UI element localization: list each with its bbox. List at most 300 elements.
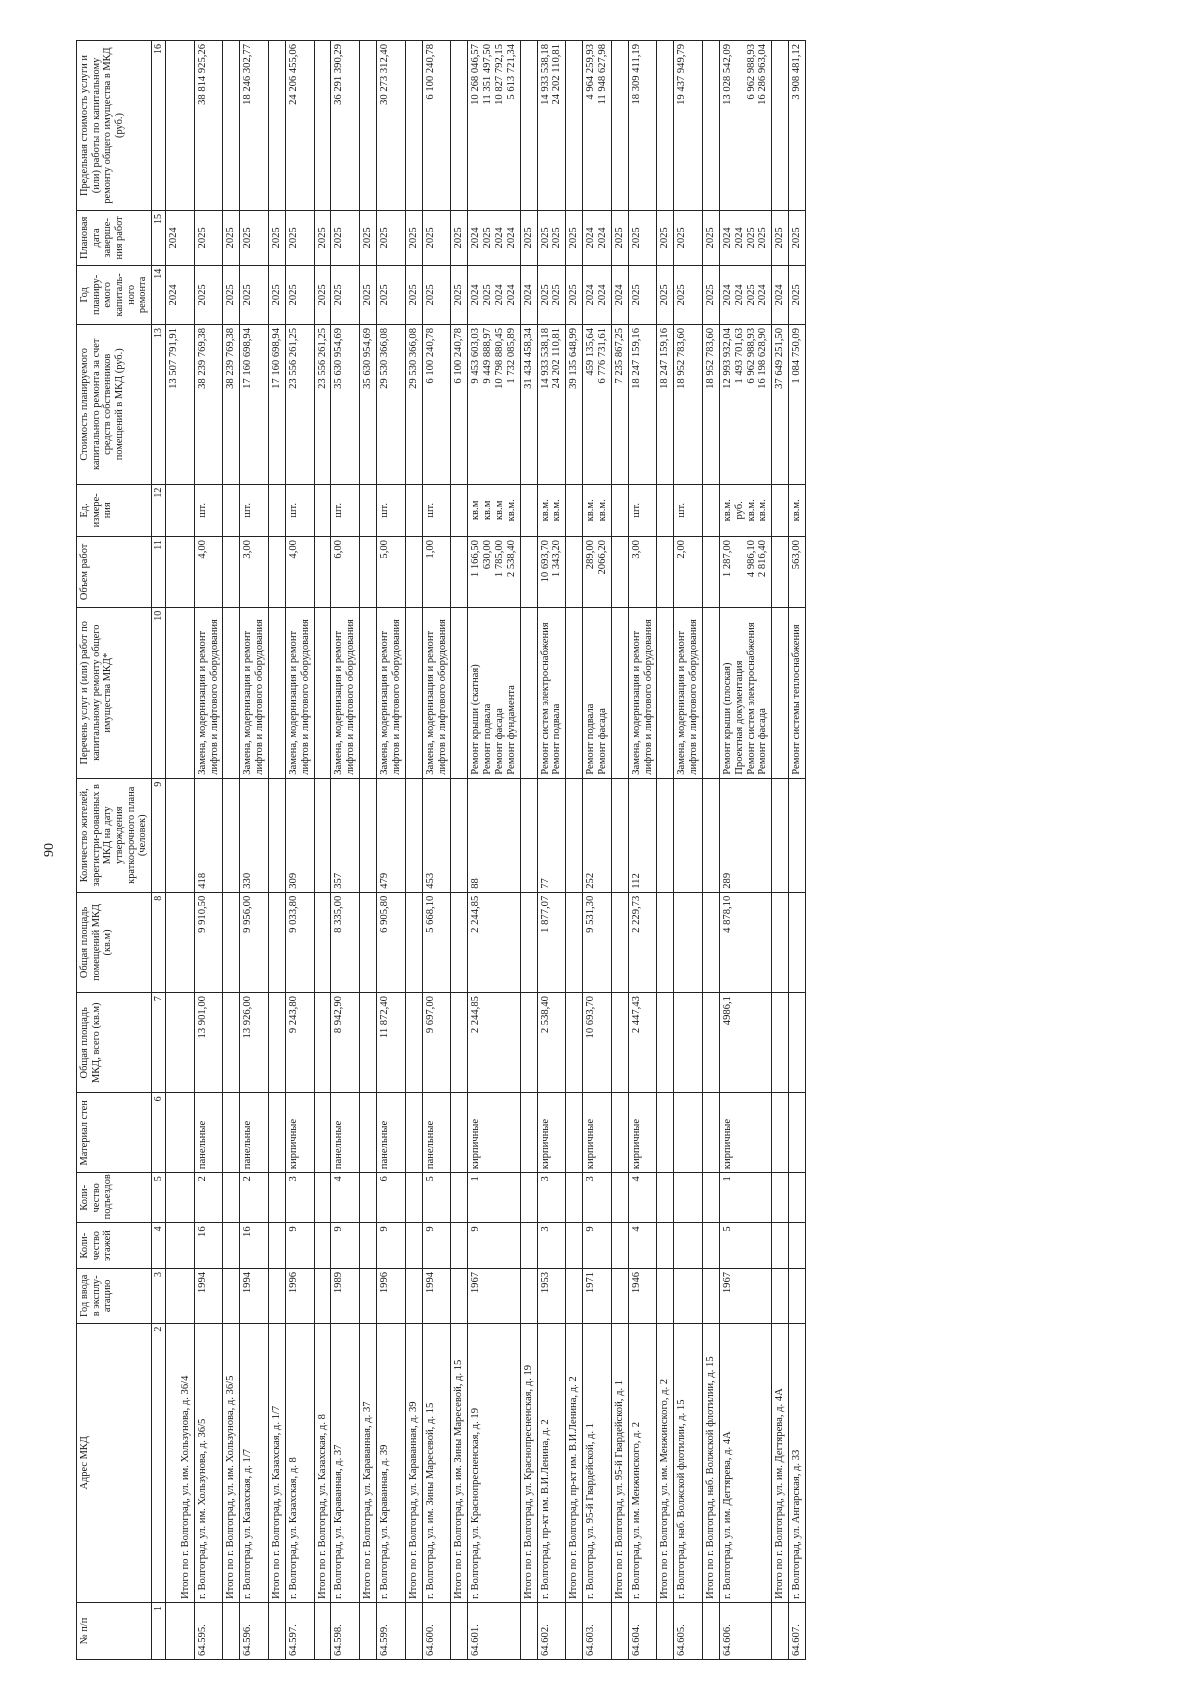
address-cell bbox=[628, 1323, 657, 1602]
works-cell bbox=[611, 607, 628, 778]
total-row bbox=[269, 41, 286, 1660]
volume-cell bbox=[451, 537, 468, 608]
unit-cell-line: шт. bbox=[287, 503, 299, 518]
cost-cell bbox=[772, 325, 789, 485]
wall-material-cell bbox=[360, 1093, 377, 1173]
cost-cell-line: 14 933 538,18 bbox=[539, 328, 551, 389]
address-cell bbox=[240, 1323, 269, 1602]
cost-cell bbox=[537, 325, 566, 485]
works-cell bbox=[360, 607, 377, 778]
row-number bbox=[451, 1603, 468, 1660]
completion-date-cell bbox=[657, 211, 674, 266]
completion-date-cell bbox=[269, 211, 286, 266]
floors-cell bbox=[166, 1223, 195, 1269]
row-number bbox=[611, 1603, 628, 1660]
limit-cost-cell-line: 10 268 046,57 bbox=[470, 44, 482, 105]
premises-area-cell bbox=[451, 892, 468, 992]
limit-cost-cell bbox=[520, 41, 537, 211]
limit-cost-cell-line bbox=[614, 44, 626, 207]
entrances-cell: 6 bbox=[377, 1173, 406, 1223]
floors-cell bbox=[269, 1223, 286, 1269]
unit-cell bbox=[377, 484, 406, 536]
entrances-cell bbox=[657, 1173, 674, 1223]
volume-cell bbox=[405, 537, 422, 608]
address-cell bbox=[537, 1323, 566, 1602]
unit-cell-line: кв.м. bbox=[791, 499, 803, 522]
completion-date-cell-line: 2025 bbox=[676, 227, 688, 249]
work-item: Замена, модернизация и ремонт лифтов и лифтового оборудования bbox=[424, 619, 448, 775]
unit-cell bbox=[285, 484, 314, 536]
address-cell-line: Итого по г. Волгоград, ул. Казахская, д. 1/7 bbox=[271, 1405, 283, 1599]
year-cell: 1967 bbox=[468, 1268, 520, 1323]
work-item: Проектная документация bbox=[733, 660, 745, 775]
completion-date-cell-line: 2025 bbox=[551, 227, 563, 249]
completion-date-cell-line: 2025 bbox=[453, 227, 465, 249]
work-item: Ремонт фасада bbox=[596, 708, 608, 775]
cost-cell bbox=[674, 325, 703, 485]
year-cell: 1967 bbox=[719, 1268, 771, 1323]
volume-cell-line: 2 538,40 bbox=[505, 540, 517, 578]
column-number: 6 bbox=[151, 1093, 165, 1173]
limit-cost-cell-line bbox=[408, 44, 420, 207]
residents-cell bbox=[566, 778, 583, 892]
wall-material-cell bbox=[566, 1093, 583, 1173]
limit-cost-cell bbox=[611, 41, 628, 211]
total-area-cell: 13 926,00 bbox=[240, 993, 269, 1093]
completion-date-cell-line: 2024 bbox=[733, 227, 745, 249]
column-header: Ед. измере-ния bbox=[77, 484, 152, 536]
row-number: 64.604. bbox=[628, 1603, 657, 1660]
total-row bbox=[657, 41, 674, 1660]
column-header: Общая площадь помещений МКД (кв.м) bbox=[77, 892, 152, 992]
unit-cell bbox=[468, 484, 520, 536]
wall-material-cell: кирпичные bbox=[583, 1093, 612, 1173]
cost-cell-line: 459 135,64 bbox=[585, 328, 597, 376]
volume-cell bbox=[331, 537, 360, 608]
address-cell bbox=[331, 1323, 360, 1602]
limit-cost-cell bbox=[194, 41, 223, 211]
address-cell bbox=[314, 1323, 331, 1602]
limit-cost-cell bbox=[583, 41, 612, 211]
cost-cell-line: 35 630 954,69 bbox=[362, 328, 374, 389]
unit-cell bbox=[166, 484, 195, 536]
cost-cell-line: 18 247 159,16 bbox=[630, 328, 642, 389]
table-body bbox=[166, 41, 806, 1660]
cost-cell bbox=[314, 325, 331, 485]
premises-area-cell: 6 905,80 bbox=[377, 892, 406, 992]
volume-cell bbox=[377, 537, 406, 608]
repair-year-cell-line: 2025 bbox=[568, 284, 580, 306]
entrances-cell: 1 bbox=[719, 1173, 771, 1223]
entrances-cell bbox=[405, 1173, 422, 1223]
wall-material-cell: кирпичные bbox=[285, 1093, 314, 1173]
works-cell bbox=[657, 607, 674, 778]
address-cell bbox=[269, 1323, 286, 1602]
total-row bbox=[223, 41, 240, 1660]
repair-year-cell bbox=[240, 265, 269, 324]
volume-cell bbox=[537, 537, 566, 608]
limit-cost-cell bbox=[719, 41, 771, 211]
repair-year-cell-line: 2025 bbox=[287, 284, 299, 306]
entrances-cell: 5 bbox=[422, 1173, 451, 1223]
table-row bbox=[719, 41, 771, 1660]
address-cell-line: г. Волгоград, ул. Караванная, д. 39 bbox=[379, 1444, 391, 1599]
year-cell: 1996 bbox=[285, 1268, 314, 1323]
residents-cell bbox=[611, 778, 628, 892]
limit-cost-cell bbox=[657, 41, 674, 211]
works-cell bbox=[719, 607, 771, 778]
works-cell bbox=[520, 607, 537, 778]
floors-cell: 9 bbox=[285, 1223, 314, 1269]
repair-year-cell-line: 2024 bbox=[168, 284, 180, 306]
completion-date-cell bbox=[314, 211, 331, 266]
limit-cost-cell-line: 16 286 963,04 bbox=[757, 44, 769, 105]
address-cell-line: Итого по г. Волгоград, ул. им. Зины Маресевой, д. 15 bbox=[453, 1359, 465, 1599]
works-cell bbox=[451, 607, 468, 778]
entrances-cell bbox=[702, 1173, 719, 1223]
limit-cost-cell-line bbox=[362, 44, 374, 207]
address-cell-line: Итого по г. Волгоград, ул. 95-й Гвардейской, д. 1 bbox=[613, 1379, 625, 1599]
entrances-cell bbox=[772, 1173, 789, 1223]
residents-cell: 289 bbox=[719, 778, 771, 892]
floors-cell: 3 bbox=[537, 1223, 566, 1269]
total-area-cell bbox=[789, 993, 806, 1093]
repair-year-cell-line: 2025 bbox=[482, 284, 494, 306]
total-row bbox=[566, 41, 583, 1660]
limit-cost-cell bbox=[314, 41, 331, 211]
completion-date-cell bbox=[566, 211, 583, 266]
residents-cell bbox=[166, 778, 195, 892]
limit-cost-cell bbox=[166, 41, 195, 211]
unit-cell-line: шт. bbox=[424, 503, 436, 518]
cost-cell-line: 9 453 603,03 bbox=[470, 328, 482, 384]
unit-cell bbox=[628, 484, 657, 536]
limit-cost-cell-line bbox=[168, 44, 180, 207]
volume-cell bbox=[702, 537, 719, 608]
address-cell bbox=[223, 1323, 240, 1602]
total-area-cell: 2 244,85 bbox=[468, 993, 520, 1093]
unit-cell bbox=[772, 484, 789, 536]
cost-cell bbox=[611, 325, 628, 485]
unit-cell bbox=[269, 484, 286, 536]
total-area-cell bbox=[223, 993, 240, 1093]
address-cell-line: г. Волгоград, ул. 95-й Гвардейской, д. 1 bbox=[585, 1423, 597, 1599]
header-row bbox=[77, 41, 152, 1660]
total-area-cell bbox=[269, 993, 286, 1093]
premises-area-cell bbox=[269, 892, 286, 992]
row-number bbox=[360, 1603, 377, 1660]
wall-material-cell bbox=[657, 1093, 674, 1173]
unit-cell bbox=[405, 484, 422, 536]
total-row bbox=[360, 41, 377, 1660]
work-item: Ремонт подвала bbox=[551, 703, 563, 775]
volume-cell bbox=[314, 537, 331, 608]
volume-cell-line: 4,00 bbox=[196, 540, 208, 559]
cost-cell-line: 17 160 698,94 bbox=[271, 328, 283, 389]
repair-year-cell-line: 2024 bbox=[522, 284, 534, 306]
volume-cell-line: 5,00 bbox=[379, 540, 391, 559]
page-number: 90 bbox=[42, 843, 57, 857]
works-cell bbox=[583, 607, 612, 778]
address-cell bbox=[657, 1323, 674, 1602]
address-cell-line: Итого по г. Волгоград, ул. Казахская, д. 8 bbox=[316, 1414, 328, 1599]
limit-cost-cell-line bbox=[453, 44, 465, 207]
works-cell bbox=[422, 607, 451, 778]
column-header: Адрес МКД bbox=[77, 1323, 152, 1602]
wall-material-cell: панельные bbox=[422, 1093, 451, 1173]
completion-date-cell-line: 2025 bbox=[522, 227, 534, 249]
column-header: Перечень услуг и (или) работ по капитальному ремонту общего имущества МКД* bbox=[77, 607, 152, 778]
column-header: Коли-чество этажей bbox=[77, 1223, 152, 1269]
volume-cell-line: 563,00 bbox=[791, 540, 803, 570]
address-cell-line: Итого по г. Волгоград, наб. Волжской флотилии, д. 15 bbox=[704, 1356, 716, 1599]
cost-cell-line: 17 160 698,94 bbox=[242, 328, 254, 389]
limit-cost-cell bbox=[628, 41, 657, 211]
repair-year-cell-line: 2024 bbox=[733, 284, 745, 306]
completion-date-cell-line: 2025 bbox=[242, 227, 254, 249]
residents-cell bbox=[314, 778, 331, 892]
completion-date-cell bbox=[719, 211, 771, 266]
premises-area-cell bbox=[657, 892, 674, 992]
work-item: Замена, модернизация и ремонт лифтов и лифтового оборудования bbox=[196, 619, 220, 775]
entrances-cell bbox=[566, 1173, 583, 1223]
volume-cell bbox=[194, 537, 223, 608]
address-cell bbox=[422, 1323, 451, 1602]
works-cell bbox=[269, 607, 286, 778]
total-area-cell bbox=[702, 993, 719, 1093]
repair-year-cell-line: 2025 bbox=[242, 284, 254, 306]
limit-cost-cell bbox=[702, 41, 719, 211]
total-area-cell: 13 901,00 bbox=[194, 993, 223, 1093]
floors-cell: 9 bbox=[422, 1223, 451, 1269]
row-number bbox=[566, 1603, 583, 1660]
row-number bbox=[223, 1603, 240, 1660]
row-number: 64.606. bbox=[719, 1603, 771, 1660]
unit-cell bbox=[719, 484, 771, 536]
total-row bbox=[520, 41, 537, 1660]
completion-date-cell-line: 2024 bbox=[470, 227, 482, 249]
address-cell bbox=[405, 1323, 422, 1602]
completion-date-cell-line: 2025 bbox=[630, 227, 642, 249]
repair-year-cell bbox=[719, 265, 771, 324]
column-number: 5 bbox=[151, 1173, 165, 1223]
residents-cell: 453 bbox=[422, 778, 451, 892]
completion-date-cell-line: 2025 bbox=[424, 227, 436, 249]
cost-cell-line: 6 776 731,61 bbox=[596, 328, 608, 384]
limit-cost-cell bbox=[285, 41, 314, 211]
completion-date-cell bbox=[451, 211, 468, 266]
residents-cell: 418 bbox=[194, 778, 223, 892]
repair-year-cell bbox=[422, 265, 451, 324]
repair-year-cell-line: 2025 bbox=[196, 284, 208, 306]
repair-plan-table bbox=[76, 40, 806, 1660]
volume-cell bbox=[269, 537, 286, 608]
repair-year-cell-line: 2024 bbox=[613, 284, 625, 306]
repair-year-cell bbox=[468, 265, 520, 324]
entrances-cell bbox=[451, 1173, 468, 1223]
repair-year-cell-line: 2025 bbox=[407, 284, 419, 306]
cost-cell-line: 23 556 261,25 bbox=[316, 328, 328, 389]
completion-date-cell-line: 2025 bbox=[482, 227, 494, 249]
works-cell bbox=[566, 607, 583, 778]
cost-cell-line: 31 434 458,34 bbox=[522, 328, 534, 389]
unit-cell bbox=[566, 484, 583, 536]
cost-cell-line: 18 952 783,60 bbox=[676, 328, 688, 389]
unit-cell-line: шт. bbox=[630, 503, 642, 518]
completion-date-cell bbox=[674, 211, 703, 266]
unit-cell-line: шт. bbox=[333, 503, 345, 518]
completion-date-cell-line: 2025 bbox=[745, 227, 757, 249]
work-item: Замена, модернизация и ремонт лифтов и лифтового оборудования bbox=[333, 619, 357, 775]
residents-cell: 252 bbox=[583, 778, 612, 892]
residents-cell: 77 bbox=[537, 778, 566, 892]
total-area-cell bbox=[657, 993, 674, 1093]
limit-cost-cell-line bbox=[774, 44, 786, 207]
wall-material-cell bbox=[166, 1093, 195, 1173]
work-item: Ремонт фасада bbox=[757, 708, 769, 775]
unit-cell bbox=[611, 484, 628, 536]
row-number bbox=[166, 1603, 195, 1660]
table-row bbox=[285, 41, 314, 1660]
column-header: Общая площадь МКД, всего (кв.м) bbox=[77, 993, 152, 1093]
year-cell: 1989 bbox=[331, 1268, 360, 1323]
wall-material-cell bbox=[314, 1093, 331, 1173]
entrances-cell bbox=[223, 1173, 240, 1223]
completion-date-cell bbox=[422, 211, 451, 266]
entrances-cell: 4 bbox=[331, 1173, 360, 1223]
column-number: 8 bbox=[151, 892, 165, 992]
table-header bbox=[77, 41, 166, 1660]
address-cell bbox=[194, 1323, 223, 1602]
wall-material-cell bbox=[269, 1093, 286, 1173]
premises-area-cell bbox=[674, 892, 703, 992]
total-row bbox=[166, 41, 195, 1660]
volume-cell-line: 630,00 bbox=[482, 540, 494, 570]
volume-cell-line: 4 986,10 bbox=[745, 540, 757, 578]
residents-cell bbox=[772, 778, 789, 892]
unit-cell bbox=[240, 484, 269, 536]
premises-area-cell: 9 910,50 bbox=[194, 892, 223, 992]
completion-date-cell-line: 2024 bbox=[596, 227, 608, 249]
premises-area-cell bbox=[314, 892, 331, 992]
unit-cell-line: кв.м. bbox=[757, 499, 769, 522]
address-cell-line: г. Волгоград, ул. им. Дегтярева, д. 4А bbox=[721, 1431, 733, 1599]
repair-year-cell-line: 2024 bbox=[721, 284, 733, 306]
limit-cost-cell bbox=[269, 41, 286, 211]
cost-cell bbox=[702, 325, 719, 485]
column-number: 1 bbox=[151, 1603, 165, 1660]
unit-cell bbox=[537, 484, 566, 536]
total-area-cell: 2 538,40 bbox=[537, 993, 566, 1093]
work-item: Ремонт крыши (скатная) bbox=[470, 664, 482, 775]
unit-cell bbox=[451, 484, 468, 536]
address-cell-line: г. Волгоград, ул. Казахская, д. 1/7 bbox=[242, 1448, 254, 1599]
repair-year-cell bbox=[405, 265, 422, 324]
limit-cost-cell-line: 6 962 988,93 bbox=[745, 44, 757, 100]
floors-cell bbox=[702, 1223, 719, 1269]
year-cell: 1994 bbox=[240, 1268, 269, 1323]
completion-date-cell-line: 2024 bbox=[585, 227, 597, 249]
repair-year-cell-line: 2025 bbox=[453, 284, 465, 306]
cost-cell-line: 38 239 769,38 bbox=[225, 328, 237, 389]
row-number bbox=[269, 1603, 286, 1660]
total-row bbox=[314, 41, 331, 1660]
address-cell-line: Итого по г. Волгоград, ул. Краснопресненская, д. 19 bbox=[522, 1364, 534, 1599]
unit-cell bbox=[223, 484, 240, 536]
repair-year-cell-line: 2025 bbox=[333, 284, 345, 306]
cost-cell-line: 16 198 628,90 bbox=[757, 328, 769, 389]
limit-cost-cell bbox=[377, 41, 406, 211]
cost-cell-line: 6 100 240,78 bbox=[424, 328, 436, 384]
total-area-cell bbox=[611, 993, 628, 1093]
floors-cell bbox=[657, 1223, 674, 1269]
cost-cell bbox=[331, 325, 360, 485]
volume-cell bbox=[772, 537, 789, 608]
repair-year-cell bbox=[377, 265, 406, 324]
volume-cell-line: 1 287,00 bbox=[721, 540, 733, 578]
address-cell bbox=[772, 1323, 789, 1602]
completion-date-cell bbox=[772, 211, 789, 266]
cost-cell-line: 7 235 867,25 bbox=[613, 328, 625, 384]
column-number-row bbox=[151, 41, 165, 1660]
row-number: 64.605. bbox=[674, 1603, 703, 1660]
wall-material-cell bbox=[451, 1093, 468, 1173]
completion-date-cell bbox=[537, 211, 566, 266]
column-number: 15 bbox=[151, 211, 165, 266]
table-row bbox=[789, 41, 806, 1660]
total-row bbox=[702, 41, 719, 1660]
entrances-cell: 2 bbox=[194, 1173, 223, 1223]
residents-cell bbox=[674, 778, 703, 892]
unit-cell bbox=[789, 484, 806, 536]
entrances-cell bbox=[674, 1173, 703, 1223]
wall-material-cell: кирпичные bbox=[628, 1093, 657, 1173]
repair-year-cell bbox=[331, 265, 360, 324]
row-number bbox=[702, 1603, 719, 1660]
cost-cell bbox=[285, 325, 314, 485]
year-cell bbox=[611, 1268, 628, 1323]
volume-cell bbox=[611, 537, 628, 608]
unit-cell-line: кв.м. bbox=[745, 499, 757, 522]
cost-cell-line: 29 530 366,08 bbox=[407, 328, 419, 389]
year-cell bbox=[314, 1268, 331, 1323]
limit-cost-cell bbox=[422, 41, 451, 211]
cost-cell-line: 37 649 251,50 bbox=[774, 328, 786, 389]
limit-cost-cell-line: 18 309 411,19 bbox=[630, 44, 642, 105]
wall-material-cell: кирпичные bbox=[468, 1093, 520, 1173]
cost-cell-line: 9 449 888,97 bbox=[482, 328, 494, 384]
volume-cell-line: 3,00 bbox=[630, 540, 642, 559]
rotated-document-page bbox=[40, 40, 1170, 1660]
volume-cell-line: 1,00 bbox=[424, 540, 436, 559]
cost-cell bbox=[566, 325, 583, 485]
repair-year-cell-line: 2025 bbox=[704, 284, 716, 306]
row-number: 64.599. bbox=[377, 1603, 406, 1660]
residents-cell bbox=[702, 778, 719, 892]
limit-cost-cell-line: 6 100 240,78 bbox=[424, 44, 436, 100]
total-row bbox=[405, 41, 422, 1660]
wall-material-cell bbox=[611, 1093, 628, 1173]
address-cell-line: г. Волгоград, пр-кт им. В.И.Ленина, д. 2 bbox=[539, 1419, 551, 1599]
year-cell: 1994 bbox=[422, 1268, 451, 1323]
cost-cell-line: 6 100 240,78 bbox=[453, 328, 465, 384]
address-cell-line: Итого по г. Волгоград, ул. им. Хользунова, д. 36/4 bbox=[179, 1375, 191, 1599]
wall-material-cell: панельные bbox=[331, 1093, 360, 1173]
residents-cell bbox=[657, 778, 674, 892]
works-cell bbox=[285, 607, 314, 778]
work-item: Замена, модернизация и ремонт лифтов и лифтового оборудования bbox=[287, 619, 311, 775]
volume-cell bbox=[166, 537, 195, 608]
